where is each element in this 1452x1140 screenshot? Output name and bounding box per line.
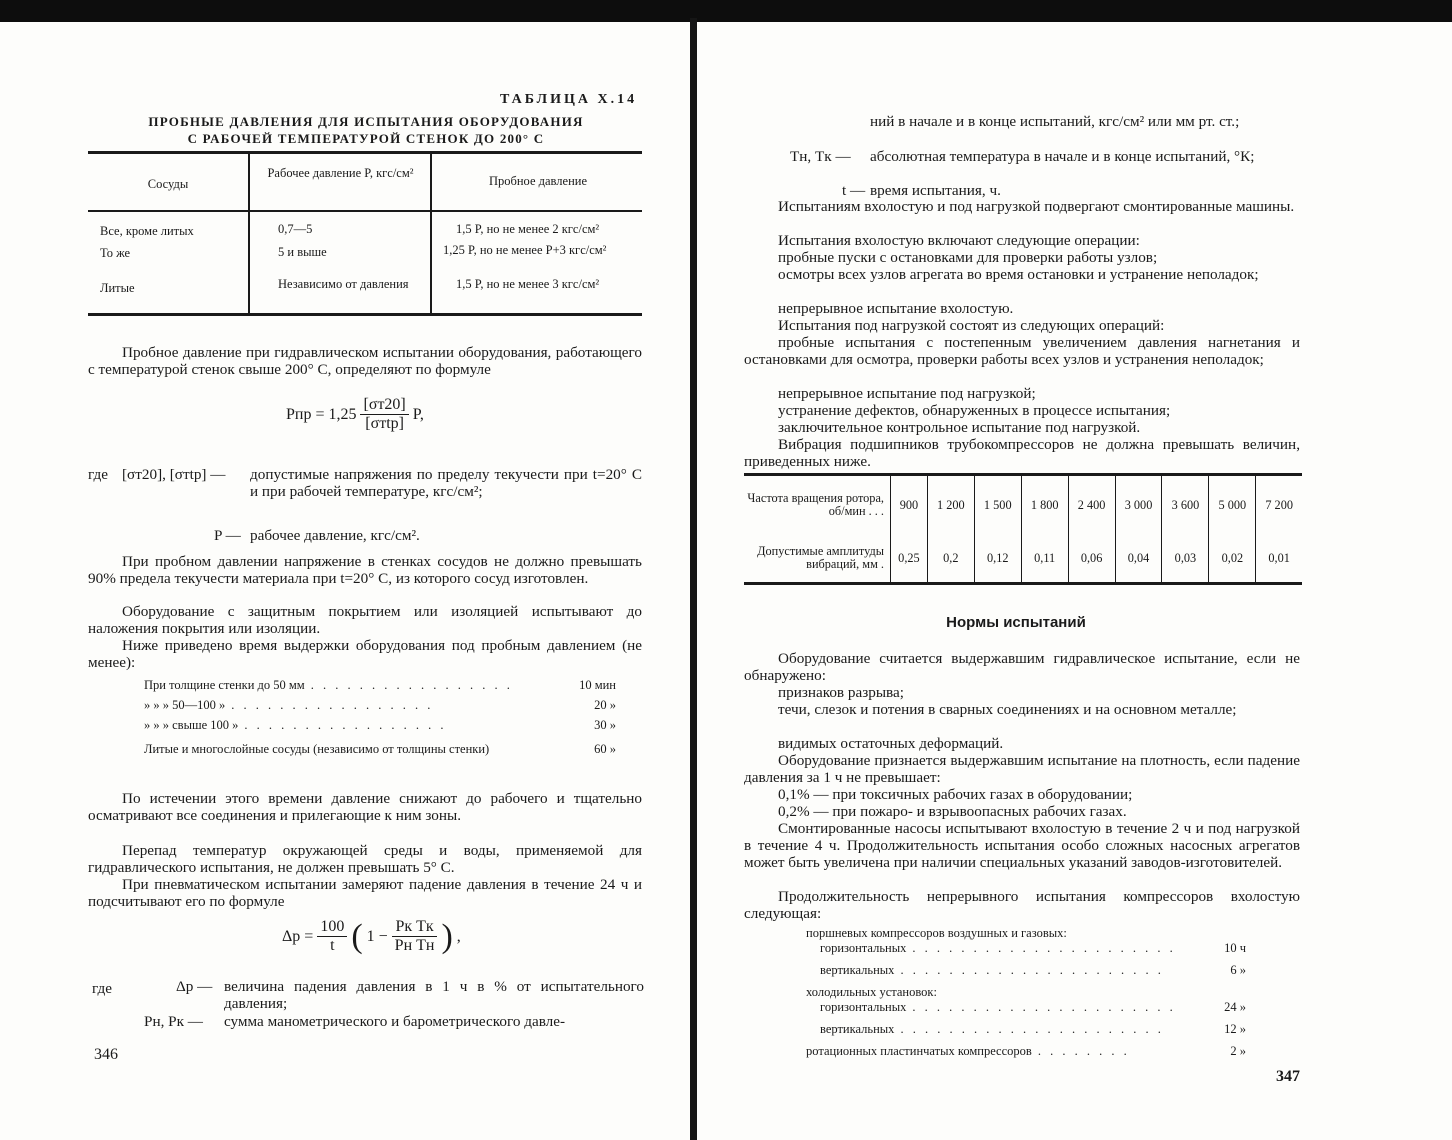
vib-frequency-cell: 1 500	[974, 476, 1021, 534]
paragraph: течи, слезок и потения в сварных соединениях и на основном металле;	[778, 701, 1237, 718]
vib-amplitude-cell: 0,02	[1209, 534, 1256, 582]
formula-one: 1 −	[366, 927, 388, 945]
hold-time-label: При толщине стенки до 50 мм	[144, 678, 305, 692]
leader-dots: . . . . . . . . . . . . . . . . . . . . . .	[912, 941, 1176, 955]
formula-rhs: P,	[412, 405, 424, 423]
paragraph: пробные испытания с постепенным увеличением давления нагнетания и остановками для осмотра, проверки работы всех узлов и устранения неполадок;	[744, 334, 1300, 368]
paragraph: 0,2% — при пожаро- и взрывоопасных рабочих газах.	[778, 803, 1127, 820]
table-header-working-pressure: Рабочее давление P, кгс/см²	[267, 166, 414, 180]
table-title	[88, 113, 644, 147]
formula-pressure-drop	[282, 918, 461, 955]
duration-label: вертикальных	[820, 963, 895, 977]
table-cell: 0,7—5	[278, 222, 313, 236]
vib-table-bottom-rule	[744, 582, 1302, 585]
section-title: Нормы испытаний	[946, 614, 1086, 631]
formula-lhs: Pпр = 1,25	[286, 405, 357, 423]
formula-paren-open: (	[351, 917, 363, 955]
vib-row-label-amplitude: Допустимые амплитуды вибраций, мм .	[757, 544, 884, 571]
duration-value: 12 »	[1224, 1022, 1246, 1036]
paragraph: Испытания вхолостую включают следующие операции:	[778, 232, 1140, 249]
vib-amplitude-cell: 0,11	[1021, 534, 1068, 582]
hold-time-label: » » » 50—100 »	[144, 698, 226, 712]
duration-value: 24 »	[1224, 1000, 1246, 1014]
vib-frequency-cell: 5 000	[1209, 476, 1256, 534]
duration-value: 6 »	[1230, 963, 1246, 977]
duration-label: горизонтальных	[820, 941, 907, 955]
paragraph: Смонтированные насосы испытывают вхолостую в течение 2 ч и под нагрузкой в течение 4 ч. Продолжительность испытания особо сложных насосных агрегатов может быть увеличена при наличии специальных указаний заводов-изготовителей.	[744, 820, 1300, 871]
hold-time-value: 20 »	[594, 698, 616, 712]
page-number-left: 346	[94, 1046, 118, 1063]
scan-top-band	[0, 0, 1452, 22]
list-item	[806, 1000, 1246, 1022]
formula-numerator: 100	[317, 918, 347, 937]
vib-amplitude-cell: 0,25	[891, 534, 928, 582]
where-definition-pn-pk: сумма манометрического и барометрического давле-	[224, 1013, 566, 1030]
table-cell: 1,5 P, но не менее 3 кгс/см²	[456, 277, 600, 291]
paragraph: При пневматическом испытании замеряют падение давления в течение 24 ч и подсчитывают его по формуле	[88, 876, 642, 910]
table-cell: Литые	[100, 281, 135, 295]
vib-frequency-cell: 900	[891, 476, 928, 534]
definition-tn-tk: абсолютная температура в начале и в конце испытаний, °К;	[870, 148, 1255, 165]
formula-numerator: [σт20]	[360, 396, 408, 415]
paragraph: Продолжительность непрерывного испытания компрессоров вхолостую следующая:	[744, 888, 1300, 922]
vib-frequency-cell: 1 800	[1021, 476, 1068, 534]
book-spine	[690, 18, 697, 1140]
paragraph: Оборудование считается выдержавшим гидравлическое испытание, если не обнаружено:	[744, 650, 1300, 684]
paragraph: устранение дефектов, обнаруженных в процессе испытания;	[778, 402, 1171, 419]
paragraph: Испытаниям вхолостую и под нагрузкой подвергают смонтированные машины.	[778, 198, 1295, 215]
vib-amplitude-cell: 0,03	[1162, 534, 1209, 582]
where-definition: допустимые напряжения по пределу текучести при t=20° С и при рабочей температуре, кгс/см²;	[250, 466, 642, 500]
list-item	[806, 963, 1246, 985]
paragraph: Ниже приведено время выдержки оборудования под пробным давлением (не менее):	[88, 637, 642, 671]
vibration-table	[744, 476, 1302, 582]
paragraph: При пробном давлении напряжение в стенках сосудов не должно превышать 90% предела текучести материала при t=20° С, из которого сосуд изготовлен.	[88, 553, 642, 587]
table-col-divider-1	[248, 153, 250, 313]
paragraph: Оборудование признается выдержавшим испытание на плотность, если падение давления за 1 ч не превышает:	[744, 752, 1300, 786]
vib-amplitude-cell: 0,04	[1115, 534, 1162, 582]
paragraph: Перепад температур окружающей среды и воды, применяемой для гидравлического испытания, не должен превышать 5° С.	[88, 842, 642, 876]
paragraph: Оборудование с защитным покрытием или изоляцией испытывают до наложения покрытия или изоляции.	[88, 603, 642, 637]
leader-dots: . . . . . . . . . . . . . . . . . . . . . .	[900, 963, 1164, 977]
definition-t: время испытания, ч.	[870, 182, 1001, 199]
formula-inner-denominator: Pн Tн	[394, 937, 435, 954]
where-symbol-pn-pk: Pн, Pк —	[144, 1013, 203, 1030]
leader-dots: . . . . . . . .	[1037, 1044, 1130, 1058]
table-col-divider-2	[430, 153, 432, 313]
table-cell: 5 и выше	[278, 245, 327, 259]
vib-amplitude-cell: 0,01	[1256, 534, 1302, 582]
where-definition-dp: величина падения давления в 1 ч в % от испытательного давления;	[224, 978, 644, 1012]
table-row	[744, 534, 1302, 582]
paragraph: непрерывное испытание вхолостую.	[778, 300, 1014, 317]
formula-tail: ,	[456, 927, 461, 945]
vib-amplitude-cell: 0,06	[1068, 534, 1115, 582]
vib-frequency-cell: 3 600	[1162, 476, 1209, 534]
vib-frequency-cell: 7 200	[1256, 476, 1302, 534]
vib-frequency-cell: 1 200	[927, 476, 974, 534]
paragraph: Испытания под нагрузкой состоят из следующих операций:	[778, 317, 1165, 334]
paragraph: непрерывное испытание под нагрузкой;	[778, 385, 1036, 402]
paragraph: заключительное контрольное испытание под нагрузкой.	[778, 419, 1141, 436]
formula-denominator: [σтtр]	[365, 415, 404, 432]
table-label: ТАБЛИЦА X.14	[500, 92, 638, 107]
formula-paren-close: )	[441, 917, 453, 955]
formula-test-pressure	[286, 396, 424, 433]
leader-dots: . . . . . . . . . . . . . . . . .	[244, 718, 447, 732]
page-number-right: 347	[1276, 1068, 1300, 1085]
leader-dots: . . . . . . . . . . . . . . . . .	[310, 678, 513, 692]
symbol-tn-tk: Tн, Tк —	[790, 148, 851, 165]
vib-frequency-cell: 2 400	[1068, 476, 1115, 534]
list-item	[806, 1044, 1246, 1066]
formula-inner-fraction	[392, 918, 438, 955]
formula-denominator: t	[330, 937, 335, 954]
table-top-rule	[88, 151, 642, 154]
duration-value: 2 »	[1230, 1044, 1246, 1058]
table-header-vessels: Сосуды	[147, 177, 189, 191]
hold-time-label: » » » свыше 100 »	[144, 718, 239, 732]
paragraph: пробные пуски с остановками для проверки работы узлов;	[778, 249, 1158, 266]
table-cell: 1,5 P, но не менее 2 кгс/см²	[456, 222, 600, 236]
table-title-line-2: С РАБОЧЕЙ ТЕМПЕРАТУРОЙ СТЕНОК ДО 200° С	[187, 131, 545, 146]
list-item	[806, 941, 1246, 963]
vib-amplitude-cell: 0,12	[974, 534, 1021, 582]
where-symbol-dp: Δp —	[176, 978, 213, 995]
hold-time-value: 10 мин	[579, 678, 616, 692]
table-header-test-pressure: Пробное давление	[488, 174, 587, 188]
paragraph: Пробное давление при гидравлическом испытании оборудования, работающего с температурой стенок свыше 200° С, определяют по формуле	[88, 344, 642, 378]
list-item	[144, 742, 616, 757]
where-symbol-p: P —	[214, 527, 241, 544]
where-definition-p: рабочее давление, кгс/см².	[250, 527, 420, 544]
paragraph: осмотры всех узлов агрегата во время остановки и устранение неполадок;	[778, 266, 1259, 283]
continuation-text: ний в начале и в конце испытаний, кгс/см² или мм рт. ст.;	[870, 113, 1240, 130]
list-item	[144, 718, 616, 738]
vib-row-label-frequency: Частота вращения ротора, об/мин . . .	[747, 491, 884, 518]
where-lead: где	[92, 980, 112, 997]
list-item	[144, 698, 616, 718]
formula-lhs: Δp =	[282, 927, 314, 945]
list-item	[144, 678, 616, 698]
table-cell: То же	[100, 246, 131, 260]
table-row	[744, 476, 1302, 534]
table-cell: Независимо от давления	[278, 277, 409, 291]
table-cell: 1,25 P, но не менее P+3 кгс/см²	[443, 243, 607, 257]
paragraph: видимых остаточных деформаций.	[778, 735, 1004, 752]
vib-amplitude-cell: 0,2	[927, 534, 974, 582]
table-title-line-1: ПРОБНЫЕ ДАВЛЕНИЯ ДЛЯ ИСПЫТАНИЯ ОБОРУДОВАНИЯ	[148, 114, 584, 129]
duration-label: ротационных пластинчатых компрессоров	[806, 1044, 1032, 1058]
duration-group-title: холодильных установок:	[806, 985, 937, 999]
table-bottom-rule	[88, 313, 642, 316]
formula-inner-numerator: Pк Tк	[392, 918, 436, 937]
hold-time-value: 30 »	[594, 718, 616, 732]
where-lead: где	[88, 466, 108, 483]
leader-dots: . . . . . . . . . . . . . . . . . . . . . .	[900, 1022, 1164, 1036]
hold-time-value: 60 »	[594, 742, 616, 756]
duration-label: вертикальных	[820, 1022, 895, 1036]
paragraph: признаков разрыва;	[778, 684, 904, 701]
list-item	[806, 1022, 1246, 1044]
symbol-t: t —	[842, 182, 866, 199]
paragraph: 0,1% — при токсичных рабочих газах в оборудовании;	[778, 786, 1133, 803]
durations-list	[806, 926, 1246, 1066]
hold-times-list	[144, 678, 616, 757]
paragraph: Вибрация подшипников трубокомпрессоров не должна превышать величин, приведенных ниже.	[744, 436, 1300, 470]
duration-value: 10 ч	[1224, 941, 1246, 955]
duration-label: горизонтальных	[820, 1000, 907, 1014]
table-header-rule	[88, 210, 642, 212]
leader-dots: . . . . . . . . . . . . . . . . .	[231, 698, 434, 712]
formula-fraction	[360, 396, 408, 433]
leader-dots: . . . . . . . . . . . . . . . . . . . . . .	[912, 1000, 1176, 1014]
hold-time-label: Литые и многослойные сосуды (независимо от толщины стенки)	[144, 742, 490, 756]
duration-group-title: поршневых компрессоров воздушных и газовых:	[806, 926, 1067, 940]
table-cell: Все, кроме литых	[100, 224, 194, 238]
vib-frequency-cell: 3 000	[1115, 476, 1162, 534]
where-symbols: [σт20], [σтtр] —	[122, 466, 226, 483]
paragraph: По истечении этого времени давление снижают до рабочего и тщательно осматривают все соединения и прилегающие к ним зоны.	[88, 790, 642, 824]
formula-fraction	[317, 918, 347, 955]
